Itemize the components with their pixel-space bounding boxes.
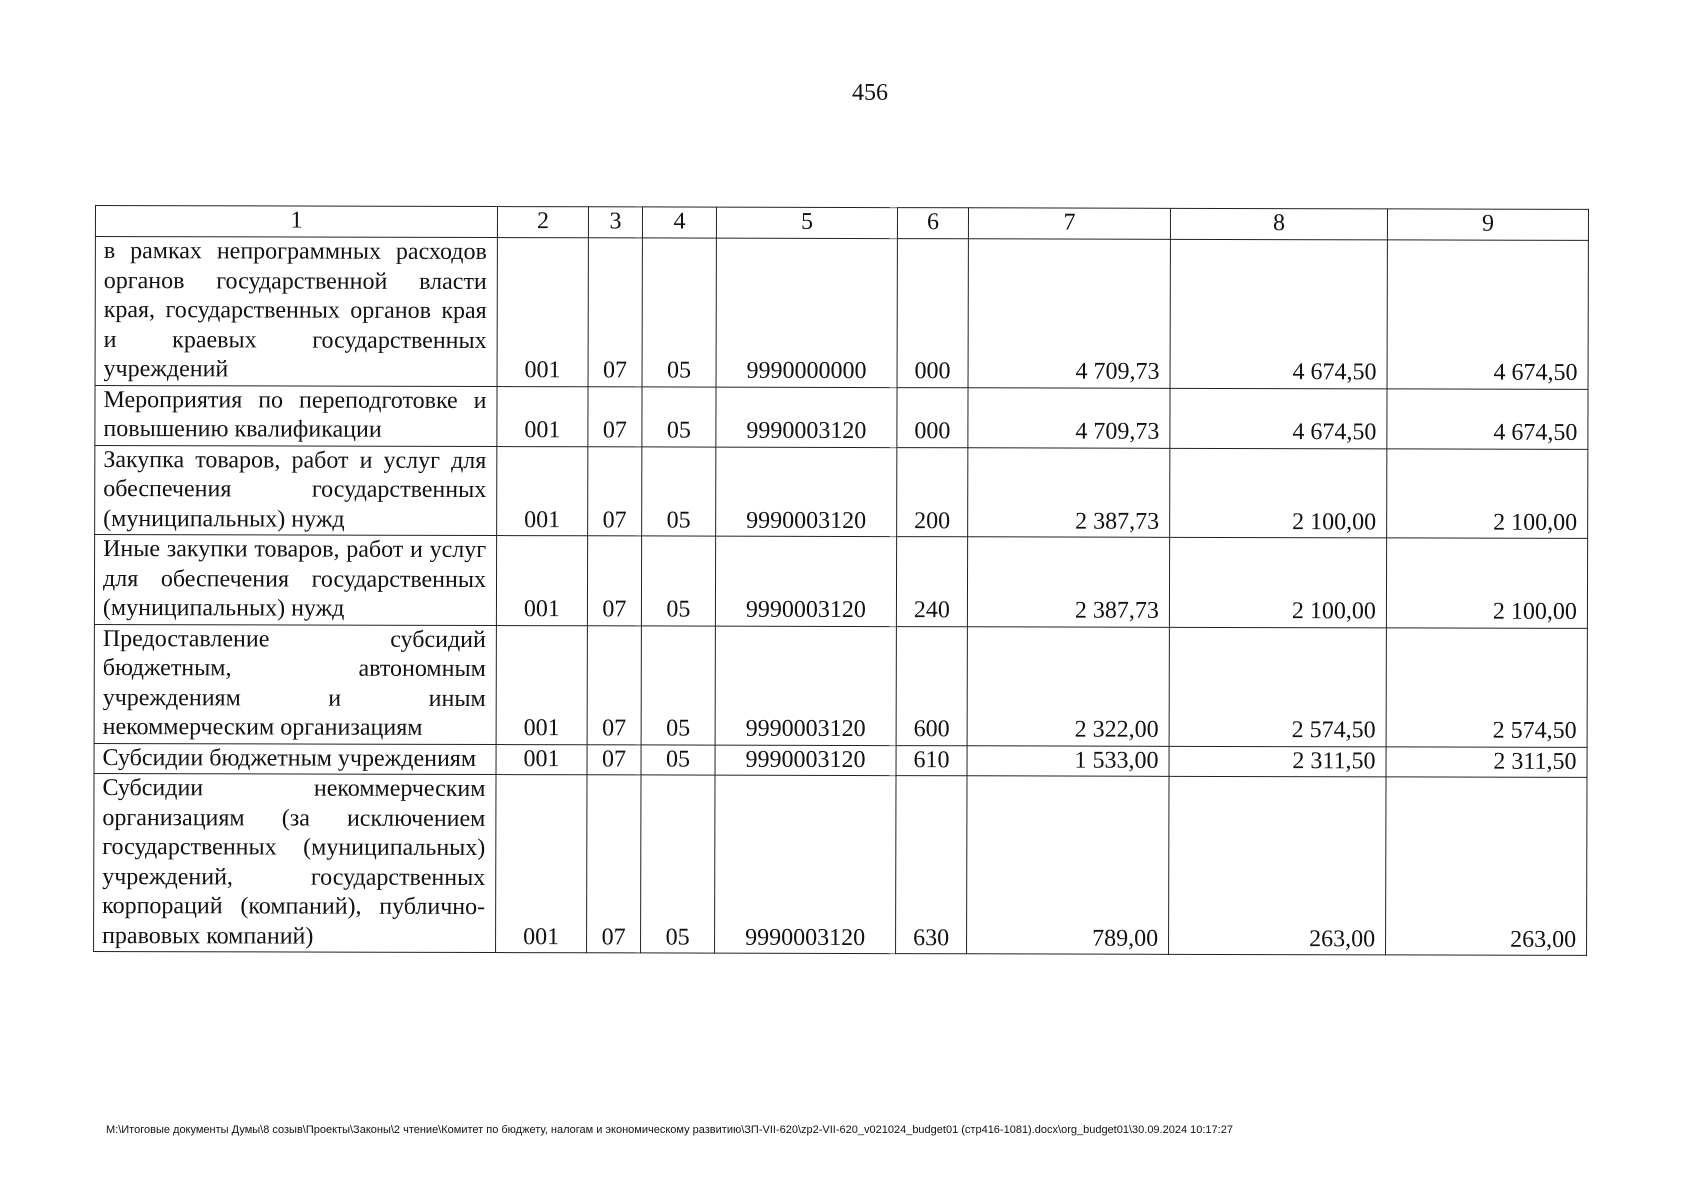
cell-amount-8: 2 100,00	[1170, 448, 1387, 538]
cell-section: 07	[587, 625, 641, 744]
cell-amount-7: 2 322,00	[967, 626, 1169, 746]
cell-amount-7: 4 709,73	[968, 239, 1170, 388]
cell-target-article: 9990003120	[715, 626, 896, 745]
cell-amount-9: 2 100,00	[1386, 538, 1587, 628]
cell-ministry-code: 001	[496, 536, 587, 626]
column-header: 1	[95, 206, 497, 238]
cell-section: 07	[587, 744, 641, 775]
row-description: Субсидии некоммерческим организациям (за исключением государственных (муниципальных) учреждений, государственных корпораций (компаний), публично-правовых компаний)	[94, 773, 496, 952]
table-row	[94, 773, 1587, 955]
row-description: Закупка товаров, работ и услуг для обеспечения государственных (муниципальных) нужд	[95, 445, 497, 536]
cell-subsection: 05	[641, 625, 715, 744]
cell-section: 07	[588, 386, 642, 446]
cell-amount-9: 2 574,50	[1386, 627, 1587, 747]
table-row	[95, 237, 1588, 389]
cell-target-article: 9990000000	[716, 238, 897, 387]
cell-amount-8: 2 100,00	[1169, 537, 1386, 627]
column-header: 4	[642, 207, 716, 238]
cell-amount-9: 4 674,50	[1387, 240, 1588, 389]
cell-target-article: 9990003120	[715, 745, 896, 776]
cell-amount-8: 2 574,50	[1169, 627, 1386, 747]
row-description: Иные закупки товаров, работ и услуг для обеспечения государственных (муниципальных) нужд	[94, 535, 496, 626]
column-header: 9	[1387, 209, 1588, 241]
column-header: 2	[497, 207, 588, 238]
cell-expense-type: 610	[896, 745, 967, 776]
cell-ministry-code: 001	[496, 775, 587, 953]
cell-amount-7: 4 709,73	[968, 387, 1170, 448]
cell-expense-type: 200	[897, 447, 968, 537]
cell-target-article: 9990003120	[715, 536, 896, 626]
table-row	[95, 385, 1588, 449]
cell-expense-type: 600	[896, 626, 967, 745]
cell-expense-type: 000	[897, 387, 968, 447]
footer-file-path: M:\Итоговые документы Думы\8 созыв\Проекты\Законы\2 чтение\Комитет по бюджету, налогам и экономическому развитию\ЗП-VII-620\zp2-VII-620_v021024_budget01 (стр416-1081).docx\org_budget01\30.09.2024 10:17:27	[106, 1124, 1233, 1136]
budget-table	[93, 205, 1589, 956]
cell-amount-8: 263,00	[1169, 776, 1386, 955]
cell-amount-7: 2 387,73	[967, 537, 1169, 627]
cell-expense-type: 630	[896, 776, 967, 954]
table-row	[94, 624, 1587, 747]
header-row	[95, 206, 1588, 241]
cell-ministry-code: 001	[496, 625, 587, 744]
cell-amount-8: 4 674,50	[1170, 239, 1387, 388]
cell-amount-9: 2 311,50	[1386, 746, 1587, 777]
cell-subsection: 05	[641, 536, 715, 626]
cell-subsection: 05	[641, 775, 715, 953]
cell-expense-type: 240	[896, 537, 967, 627]
cell-expense-type: 000	[897, 239, 968, 388]
cell-target-article: 9990003120	[715, 775, 896, 953]
cell-ministry-code: 001	[496, 744, 587, 775]
row-description: Мероприятия по переподготовке и повышению квалификации	[95, 385, 497, 446]
cell-target-article: 9990003120	[716, 447, 897, 537]
page-number: 456	[852, 80, 888, 106]
cell-section: 07	[587, 775, 641, 953]
cell-ministry-code: 001	[497, 386, 588, 446]
cell-section: 07	[588, 446, 642, 536]
cell-target-article: 9990003120	[716, 387, 897, 447]
cell-amount-9: 263,00	[1386, 777, 1587, 956]
cell-subsection: 05	[642, 446, 716, 536]
column-header: 7	[968, 208, 1170, 240]
cell-section: 07	[587, 536, 641, 626]
cell-amount-8: 2 311,50	[1169, 746, 1386, 777]
cell-ministry-code: 001	[497, 238, 588, 387]
row-description: в рамках непрограммных расходов органов государственной власти края, государственных органов края и краевых государственных учреждений	[95, 237, 497, 387]
row-description: Субсидии бюджетным учреждениям	[94, 743, 496, 775]
cell-subsection: 05	[641, 744, 715, 775]
cell-section: 07	[588, 238, 642, 387]
cell-amount-9: 2 100,00	[1387, 448, 1588, 538]
cell-amount-7: 789,00	[967, 776, 1169, 955]
cell-amount-7: 1 533,00	[967, 745, 1169, 776]
cell-ministry-code: 001	[497, 446, 588, 536]
table-row	[95, 445, 1588, 538]
cell-amount-7: 2 387,73	[968, 447, 1170, 537]
table-row	[94, 535, 1587, 628]
cell-amount-9: 4 674,50	[1387, 388, 1588, 449]
column-header: 8	[1170, 208, 1387, 240]
column-header: 6	[897, 208, 968, 239]
cell-subsection: 05	[642, 386, 716, 446]
column-header: 5	[716, 207, 897, 238]
cell-amount-8: 4 674,50	[1170, 388, 1387, 449]
column-header: 3	[588, 207, 642, 238]
row-description: Предоставление субсидий бюджетным, автономным учреждениям и иным некоммерческим организациям	[94, 624, 496, 744]
table-row	[94, 743, 1587, 777]
cell-subsection: 05	[642, 238, 716, 387]
